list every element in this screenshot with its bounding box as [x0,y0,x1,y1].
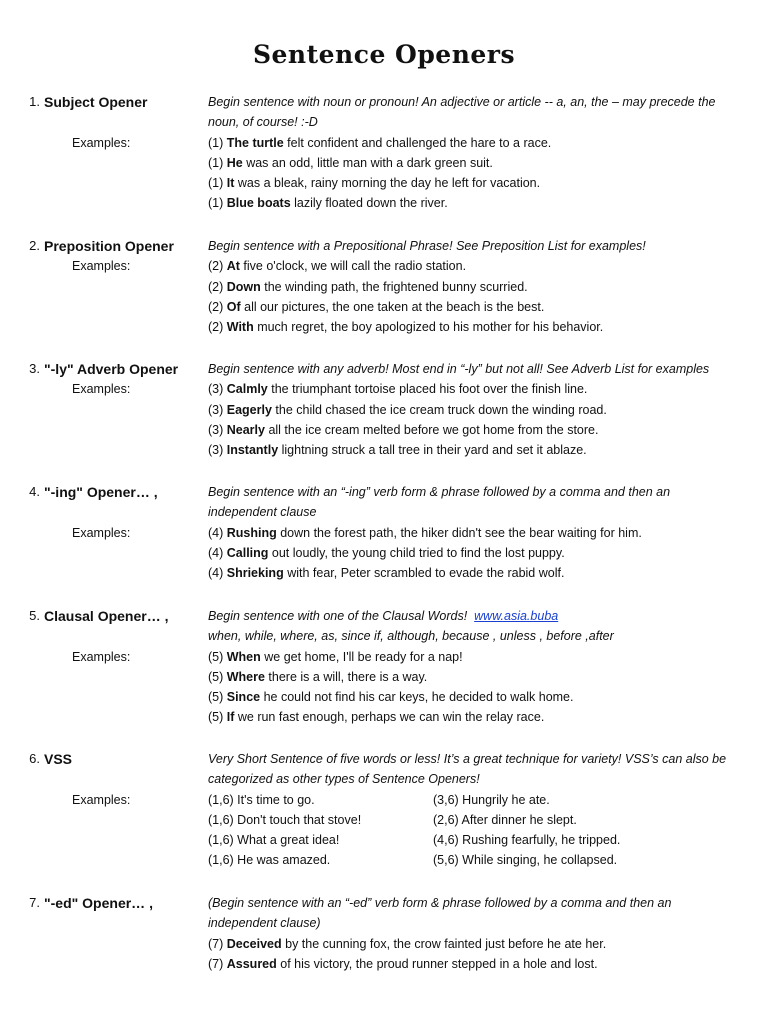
section-description: Begin sentence with noun or pronoun! An adjective or article -- a, an, the – may precede the noun, of course! :-D [208,95,716,130]
example-line: (5) Since he could not find his car keys, he decided to walk home. [208,690,574,705]
section-number: 5. [29,608,40,623]
example-line: (1) It was a bleak, rainy morning the day he left for vacation. [208,176,541,191]
example-line: (4) Shrieking with fear, Peter scrambled to evade the rabid wolf. [208,566,565,581]
examples-label: Examples: [72,650,131,664]
example-line: (5) When we get home, I'll be ready for a nap! [208,649,463,664]
example-line: (2) At five o'clock, we will call the radio station. [208,259,467,274]
example-line: (2) With much regret, the boy apologized to his mother for his behavior. [208,320,604,335]
section-name: Subject Opener [44,94,148,110]
example-line: (2) Of all our pictures, the one taken at the beach is the best. [208,299,545,314]
section-name: Clausal Opener… , [44,608,169,624]
example-line: (1,6) Don't touch that stove! [208,812,362,827]
example-line: (5,6) While singing, he collapsed. [433,853,618,868]
section-number: 3. [29,361,40,376]
section-description: Very Short Sentence of five words or less! It’s a great technique for variety! VSS’s can also be categorized as other types of Sentence Openers! [208,752,727,787]
example-line: (4) Rushing down the forest path, the hiker didn't see the bear waiting for him. [208,525,642,540]
examples-label: Examples: [72,526,131,540]
examples-label: Examples: [72,136,131,150]
example-line: (3) Nearly all the ice cream melted before we got home from the store. [208,422,599,437]
example-line: (1,6) He was amazed. [208,853,331,868]
section-description: Begin sentence with an “-ing” verb form & phrase followed by a comma and then an independent clause [208,485,671,520]
example-line: (4) Calling out loudly, the young child tried to find the lost puppy. [208,545,565,560]
section-description: Begin sentence with one of the Clausal Words! www.asia.buba [208,609,559,623]
example-line: (1) He was an odd, little man with a dark green suit. [208,155,493,170]
vss-examples-left [208,790,433,871]
section-name: "-ed" Opener… , [44,895,153,911]
example-line: (2) Down the winding path, the frightened bunny scurried. [208,279,528,294]
example-line: (3) Instantly lightning struck a tall tree in their yard and set it ablaze. [208,443,587,458]
section-number: 7. [29,895,40,910]
section-description: Begin sentence with any adverb! Most end in “-ly” but not all! See Adverb List for examples [208,362,710,376]
example-line: (1,6) What a great idea! [208,833,340,848]
clausal-words-link[interactable]: www.asia.buba [474,609,559,623]
section-number: 2. [29,238,40,253]
example-line: (1,6) It's time to go. [208,792,315,807]
section-name: "-ing" Opener… , [44,484,158,500]
section-name: VSS [44,751,73,767]
example-line: (1) Blue boats lazily floated down the river. [208,196,448,211]
example-line: (3,6) Hungrily he ate. [433,792,550,807]
example-line: (4,6) Rushing fearfully, he tripped. [433,833,621,848]
vss-examples-right [433,790,658,871]
examples-label: Examples: [72,793,131,807]
examples-label: Examples: [72,382,131,396]
page-title: Sentence Openers [252,40,516,69]
examples-label: Examples: [72,259,131,273]
section-name: Preposition Opener [44,238,174,254]
example-line: (7) Assured of his victory, the proud runner stepped in a hole and lost. [208,956,598,971]
section-description: Begin sentence with a Prepositional Phrase! See Preposition List for examples! [208,239,646,253]
example-line: (5) If we run fast enough, perhaps we can win the relay race. [208,710,545,725]
example-line: (7) Deceived by the cunning fox, the crow fainted just before he ate her. [208,936,607,951]
section-number: 4. [29,484,40,499]
example-line: (3) Calmly the triumphant tortoise placed his foot over the finish line. [208,382,588,397]
example-line: (5) Where there is a will, there is a way. [208,669,428,684]
clausal-words-list: when, while, where, as, since if, although, because , unless , before ,after [208,629,614,644]
section-description: (Begin sentence with an “-ed” verb form & phrase followed by a comma and then an independent clause) [208,896,672,931]
section-number: 1. [29,94,40,109]
vss-examples-grid [208,790,738,871]
example-line: (2,6) After dinner he slept. [433,812,577,827]
example-line: (1) The turtle felt confident and challenged the hare to a race. [208,135,552,150]
example-line: (3) Eagerly the child chased the ice cream truck down the winding road. [208,402,607,417]
section-number: 6. [29,751,40,766]
section-name: "-ly" Adverb Opener [44,361,179,377]
